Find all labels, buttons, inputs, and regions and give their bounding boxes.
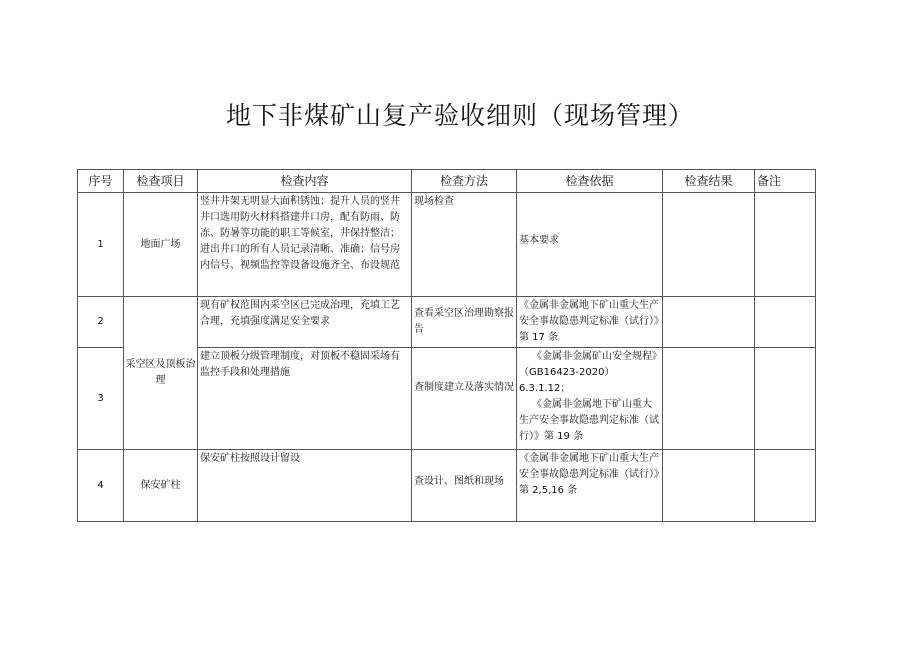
row-method <box>412 193 517 297</box>
header-remark: 备注 <box>755 170 816 193</box>
row-content <box>198 193 412 297</box>
row-content-text: 竖井井架无明显大面积锈蚀；提升人员的竖井井口选用防火材料搭建井口房，配有防雨、防冻、防暑等功能的职工等候室，井保持整洁；进出井口的所有人员记录清晰、准确；信号房内信号、视频监控等设备设施齐全、布设规范 <box>200 196 400 271</box>
row-basis-text: 基本要求 <box>519 235 559 246</box>
row-content <box>198 450 412 522</box>
row-result-cell[interactable] <box>663 348 755 450</box>
row-content-text: 保安矿柱按照设计留设 <box>200 453 300 464</box>
row-basis-text: 《金属非金属地下矿山重大生产安全事故隐患判定标准（试行）》第 17 条 <box>519 300 659 343</box>
row-method <box>412 348 517 450</box>
header-method: 检查方法 <box>412 170 517 193</box>
row-method <box>412 450 517 522</box>
row-item: 地面广场 <box>124 193 198 297</box>
row-basis-text: 6.3.1.12； <box>519 383 571 394</box>
row-result-cell[interactable] <box>663 297 755 348</box>
header-item: 检查项目 <box>124 170 198 193</box>
row-method-text: 查制度建立及落实情况 <box>414 382 514 393</box>
row-basis <box>517 193 663 297</box>
header-result: 检查结果 <box>663 170 755 193</box>
row-result-cell[interactable] <box>663 450 755 522</box>
row-item: 采空区及顶板治理 <box>124 297 198 450</box>
row-seq: 4 <box>78 450 124 522</box>
header-basis: 检查依据 <box>517 170 663 193</box>
row-basis <box>517 297 663 348</box>
header-seq: 序号 <box>78 170 124 193</box>
row-result-cell[interactable] <box>663 193 755 297</box>
row-method-text: 查设计、图纸和现场 <box>414 476 504 487</box>
row-content-text: 现有矿权范围内采空区已完成治理，充填工艺合理，充填强度满足安全要求 <box>200 300 400 327</box>
row-remark-cell[interactable] <box>755 348 816 450</box>
row-remark-cell[interactable] <box>755 450 816 522</box>
row-content <box>198 348 412 450</box>
row-content <box>198 297 412 348</box>
row-content-text: 建立顶板分级管理制度，对顶板不稳固采场有监控手段和处理措施 <box>200 351 400 378</box>
row-basis <box>517 450 663 522</box>
row-seq: 3 <box>78 348 124 450</box>
row-basis-text: 《金属非金属地下矿山重大生产安全事故隐患判定标准（试行）》第 2,5,16 条 <box>519 453 659 496</box>
table-row <box>78 193 816 297</box>
row-basis <box>517 348 663 450</box>
row-basis-list <box>517 348 662 446</box>
row-seq: 1 <box>78 193 124 297</box>
row-method <box>412 297 517 348</box>
row-method-text: 现场检查 <box>414 196 454 207</box>
page-title: 地下非煤矿山复产验收细则（现场管理） <box>225 101 694 130</box>
row-basis-text: 《金属非金属矿山安全规程》（GB16423-2020） <box>519 351 657 378</box>
table-header-row <box>78 170 816 193</box>
row-method-text: 查看采空区治理勘察报告 <box>414 308 514 335</box>
table-row <box>78 450 816 522</box>
row-seq: 2 <box>78 297 124 348</box>
row-item: 保安矿柱 <box>124 450 198 522</box>
row-remark-cell[interactable] <box>755 193 816 297</box>
inspection-table <box>77 169 816 522</box>
row-basis-text: 《金属非金属地下矿山重大生产安全事故隐患判定标准（试行）》第 19 条 <box>519 399 659 442</box>
row-remark-cell[interactable] <box>755 297 816 348</box>
header-content: 检查内容 <box>198 170 412 193</box>
table-row <box>78 297 816 348</box>
